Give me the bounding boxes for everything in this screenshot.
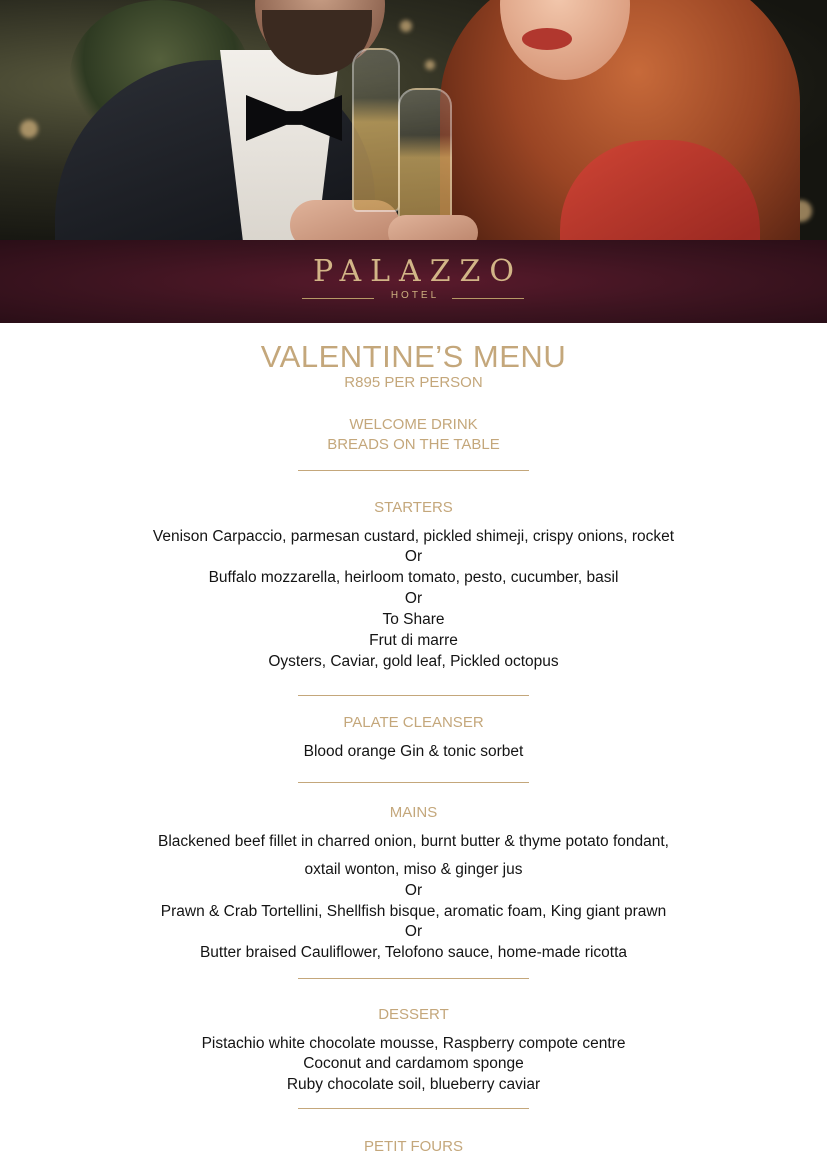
menu-line: Blood orange Gin & tonic sorbet [303,743,524,760]
menu-line: Ruby chocolate soil, blueberry caviar [286,1076,541,1093]
mains-heading: MAINS [389,804,438,821]
logo-divider-right [452,298,524,299]
palate-heading: PALATE CLEANSER [343,714,484,731]
section-divider [298,1108,529,1109]
section-divider [298,470,529,471]
menu-price: R895 PER PERSON [344,374,483,391]
menu-line: Coconut and cardamom sponge [303,1055,524,1072]
bokeh-light [400,20,412,32]
menu-line: Venison Carpaccio, parmesan custard, pickled shimeji, crispy onions, rocket [152,528,675,545]
menu-line: Buffalo mozzarella, heirloom tomato, pesto, cucumber, basil [208,569,619,586]
menu-line: Butter braised Cauliflower, Telofono sauce, home-made ricotta [199,944,628,961]
section-divider [298,978,529,979]
menu-title: VALENTINE’S MENU [260,339,567,374]
petit-fours-heading: PETIT FOURS [364,1138,463,1155]
menu-line: oxtail wonton, miso & ginger jus [304,861,523,878]
woman-lips [522,28,572,50]
menu-line: Frut di marre [369,632,458,649]
menu-line: Pistachio white chocolate mousse, Raspberry compote centre [201,1035,626,1052]
menu-line: Blackened beef fillet in charred onion, burnt butter & thyme potato fondant, [158,833,669,850]
section-divider [298,782,529,783]
breads-on-table: BREADS ON THE TABLE [327,436,500,453]
menu-line: Or [404,548,423,565]
logo-banner [0,240,827,323]
bokeh-light [20,120,38,138]
hand [388,215,478,240]
menu-line: Or [404,923,423,940]
menu-line: To Share [382,611,445,628]
menu-line: Or [404,882,423,899]
section-divider [298,695,529,696]
logo-wordmark: PALAZZO [313,254,523,289]
starters-heading: STARTERS [374,499,453,516]
menu-line: Or [404,590,423,607]
logo-subtitle: HOTEL [390,290,440,301]
menu-line: Oysters, Caviar, gold leaf, Pickled octopus [268,653,559,670]
bokeh-light [425,60,435,70]
hero-photo [0,0,827,240]
welcome-drink: WELCOME DRINK [349,416,478,433]
menu-line: Prawn & Crab Tortellini, Shellfish bisque, aromatic foam, King giant prawn [160,903,667,920]
champagne-glass [352,48,400,212]
dessert-heading: DESSERT [378,1006,449,1023]
